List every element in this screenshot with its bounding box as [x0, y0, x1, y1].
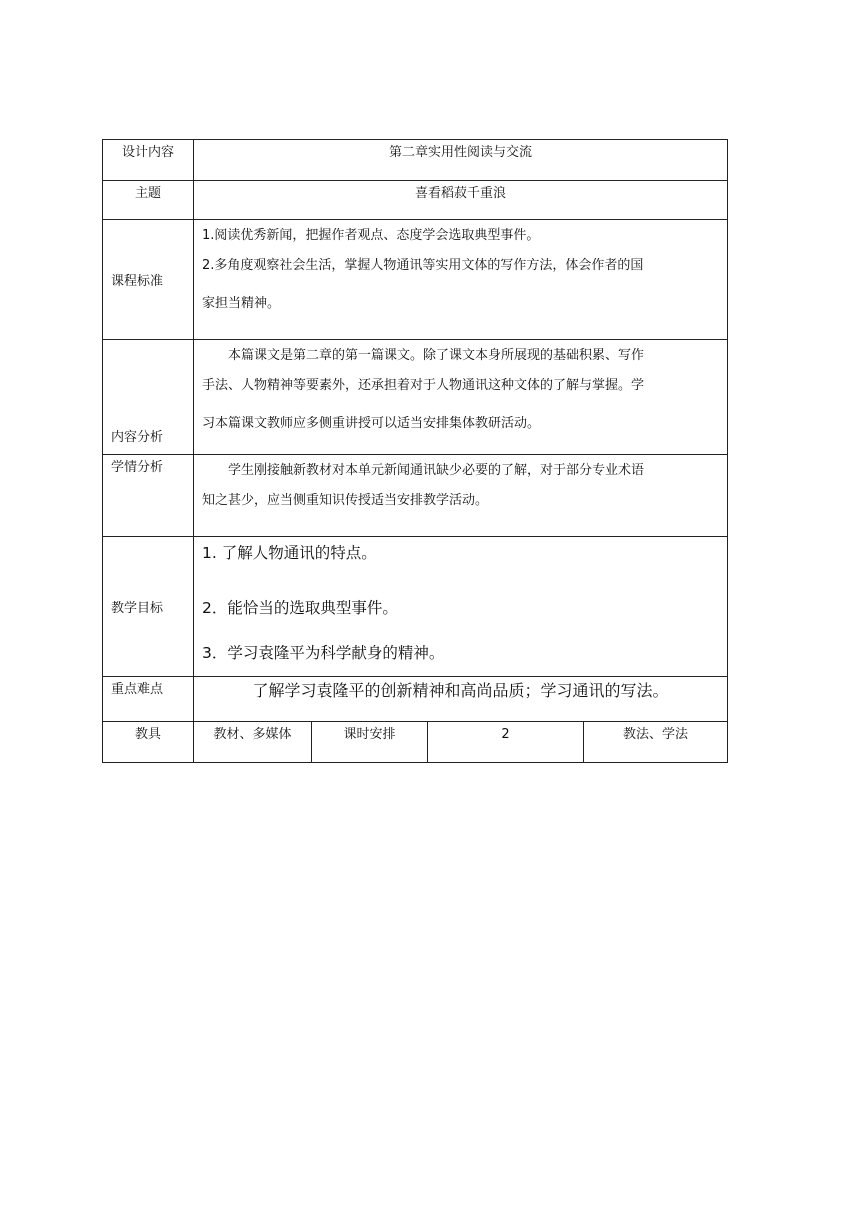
theme-value: 喜看稻菽千重浪: [194, 181, 728, 220]
key-value: 了解学习袁隆平的创新精神和高尚品质；学习通讯的写法。: [194, 677, 728, 722]
hours-label: 课时安排: [312, 722, 428, 763]
goals-content: [194, 537, 728, 677]
method-label: 教法、学法: [584, 722, 728, 763]
content-line-3: 习本篇课文教师应多侧重讲授可以适当安排集体教研活动。: [202, 416, 541, 431]
goals-label: 教学目标: [103, 537, 194, 677]
students-line-1: 学生刚接触新教材对本单元新闻通讯缺少必要的了解，对于部分专业术语: [228, 463, 645, 478]
row-students: [103, 455, 728, 537]
standard-label: 课程标准: [103, 220, 194, 340]
tools-value: 教材、多媒体: [194, 722, 312, 763]
row-design: [103, 140, 728, 181]
standard-line-3: 家担当精神。: [202, 296, 281, 311]
goal-item-3: 3．学习袁隆平为科学献身的精神。: [202, 644, 445, 662]
content-line-1: 本篇课文是第二章的第一篇课文。除了课文本身所展现的基础积累、写作: [228, 348, 645, 363]
students-label: 学情分析: [103, 455, 194, 537]
key-label: 重点难点: [103, 677, 194, 722]
row-tools: [103, 722, 728, 763]
theme-label: 主题: [103, 181, 194, 220]
standard-content: [194, 220, 728, 340]
content-label: 内容分析: [103, 340, 194, 455]
students-line-2: 知之甚少，应当侧重知识传授适当安排教学活动。: [202, 493, 489, 508]
tools-label: 教具: [103, 722, 194, 763]
row-standard: [103, 220, 728, 340]
lesson-plan-table: [102, 139, 728, 763]
goal-item-1: 1. 了解人物通讯的特点。: [202, 544, 377, 562]
standard-line-2: 2.多角度观察社会生活，掌握人物通讯等实用文体的写作方法，体会作者的国: [202, 258, 644, 273]
standard-line-1: 1.阅读优秀新闻，把握作者观点、态度学会选取典型事件。: [202, 228, 540, 243]
row-goals: [103, 537, 728, 677]
students-analysis: [194, 455, 728, 537]
row-content: [103, 340, 728, 455]
design-label: 设计内容: [103, 140, 194, 181]
content-analysis: [194, 340, 728, 455]
goal-item-2: 2．能恰当的选取典型事件。: [202, 599, 398, 617]
hours-value: 2: [428, 722, 584, 763]
row-theme: [103, 181, 728, 220]
row-key: [103, 677, 728, 722]
content-line-2: 手法、人物精神等要素外，还承担着对于人物通讯这种文体的了解与掌握。学: [202, 378, 645, 393]
design-value: 第二章实用性阅读与交流: [194, 140, 728, 181]
